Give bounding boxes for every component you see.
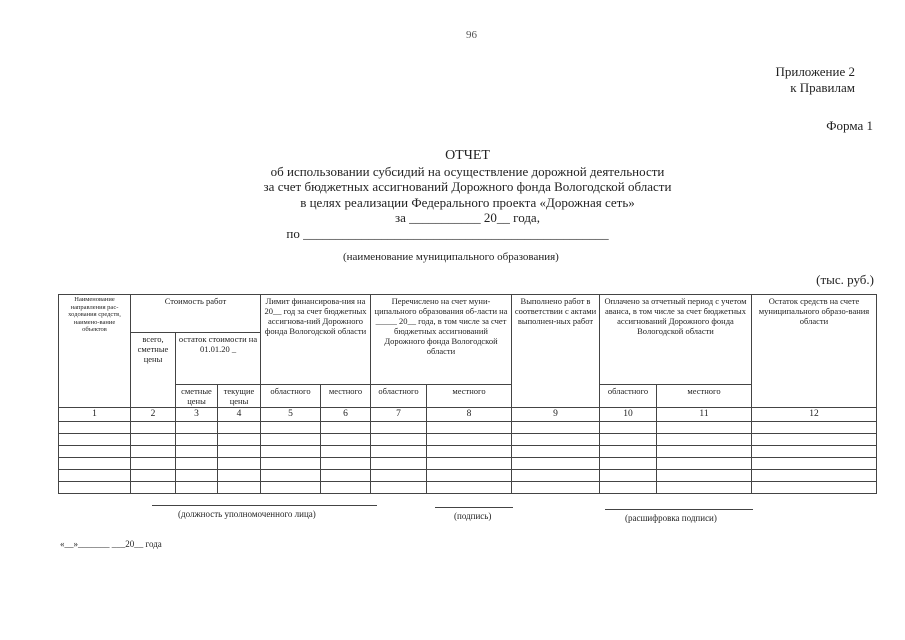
header-balance: Остаток средств на счете муниципального образо-вания области xyxy=(752,295,877,408)
report-municipality-line: по _______________________________________________ xyxy=(286,225,609,241)
header-limit: Лимит финансирова-ния на 20__ год за счет бюджетных ассигнова-ний Дорожного фонда Вологодской области xyxy=(261,295,371,385)
header-estimated-prices: сметные цены xyxy=(176,385,218,408)
position-signature-line xyxy=(152,505,377,506)
column-number: 6 xyxy=(321,408,371,422)
column-number: 5 xyxy=(261,408,321,422)
column-number: 8 xyxy=(427,408,512,422)
report-period: за ___________ 20__ года, xyxy=(395,210,540,225)
appendix-line-2: к Правилам xyxy=(790,80,855,95)
signature-line xyxy=(435,507,513,508)
header-transferred-regional: областного xyxy=(371,385,427,408)
header-current-prices: текущие цены xyxy=(218,385,261,408)
date-line: «__»_______ ___20__ года xyxy=(60,539,162,549)
header-cost: Стоимость работ xyxy=(131,295,261,333)
column-number: 10 xyxy=(600,408,657,422)
decoding-caption: (расшифровка подписи) xyxy=(625,513,717,523)
report-subtitle-2: за счет бюджетных ассигнований Дорожного фонда Вологодской области xyxy=(263,179,672,194)
header-paid: Оплачено за отчетный период с учетом аванса, в том числе за счет бюджетных ассигнований Дорожного фонда Вологодской области xyxy=(600,295,752,385)
table-row xyxy=(59,434,877,446)
column-number: 4 xyxy=(218,408,261,422)
column-number: 9 xyxy=(512,408,600,422)
header-paid-local: местного xyxy=(657,385,752,408)
report-subtitle-1: об использовании субсидий на осуществление дорожной деятельности xyxy=(270,163,665,179)
header-limit-regional: областного xyxy=(261,385,321,408)
column-number: 2 xyxy=(131,408,176,422)
column-number-row xyxy=(59,408,877,422)
form-label: Форма 1 xyxy=(826,118,873,133)
appendix-label xyxy=(775,64,855,96)
table-row xyxy=(59,470,877,482)
header-transferred: Перечислено на счет муни-ципального образования об-ласти на _____ 20__ года, в том числе за счет бюджетных ассигнований Дорожного фонда Вологодской области xyxy=(371,295,512,385)
page-number: 96 xyxy=(466,29,477,41)
header-cost-total: всего, сметные цены xyxy=(131,333,176,408)
column-number: 11 xyxy=(657,408,752,422)
table-row xyxy=(59,458,877,470)
report-title: ОТЧЕТ xyxy=(445,148,490,163)
municipality-caption: (наименование муниципального образования) xyxy=(343,251,559,263)
units-label: (тыс. руб.) xyxy=(816,272,874,287)
header-cost-remainder: остаток стоимости на 01.01.20 _ xyxy=(176,333,261,385)
column-number: 7 xyxy=(371,408,427,422)
header-transferred-local: местного xyxy=(427,385,512,408)
decoding-signature-line xyxy=(605,509,753,510)
header-paid-regional: областного xyxy=(600,385,657,408)
report-title-block xyxy=(175,148,760,241)
column-number: 1 xyxy=(59,408,131,422)
column-number: 12 xyxy=(752,408,877,422)
table-row xyxy=(59,482,877,494)
appendix-line-1: Приложение 2 xyxy=(775,64,855,79)
header-completed: Выполнено работ в соответствии с актами выполнен-ных работ xyxy=(512,295,600,408)
signature-caption: (подпись) xyxy=(454,511,492,521)
report-subtitle-3: в целях реализации Федерального проекта «Дорожная сеть» xyxy=(300,194,635,210)
table-row xyxy=(59,422,877,434)
header-direction: Наименование направления рас-ходования средств, наимено-вание объектов xyxy=(59,295,131,408)
position-caption: (должность уполномоченного лица) xyxy=(178,509,316,519)
report-table xyxy=(58,294,877,494)
header-limit-local: местного xyxy=(321,385,371,408)
column-number: 3 xyxy=(176,408,218,422)
table-row xyxy=(59,446,877,458)
